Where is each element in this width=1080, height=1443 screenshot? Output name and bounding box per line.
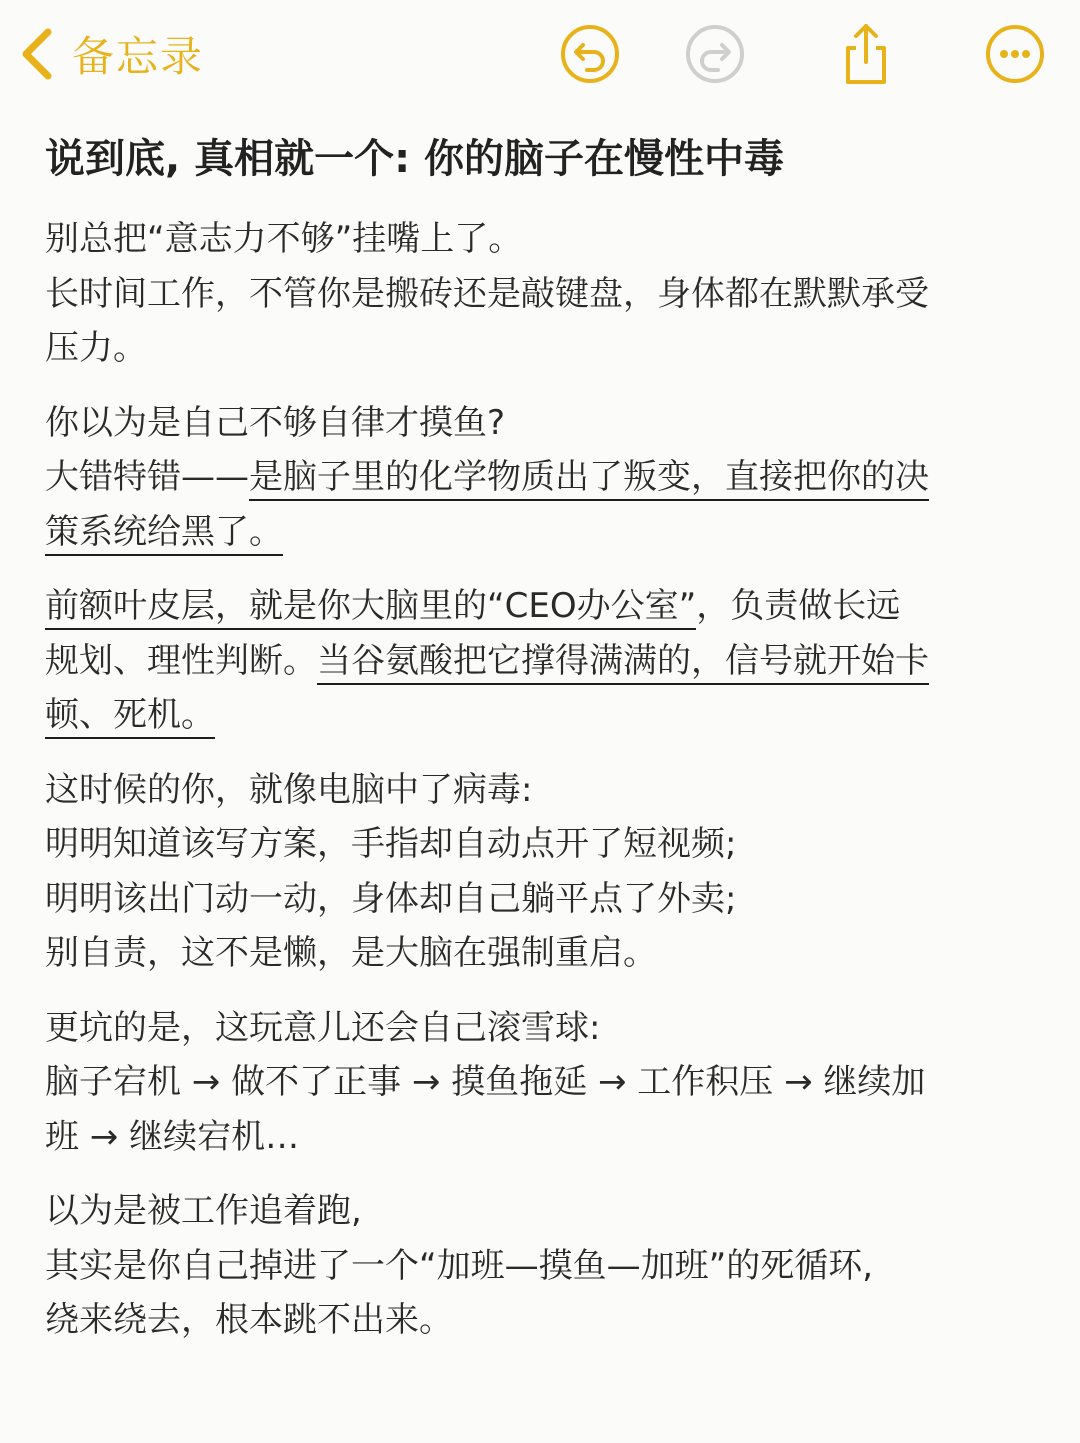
more-icon[interactable] xyxy=(983,22,1047,86)
underlined-text: 是脑子里的化学物质出了叛变，直接把你的决 xyxy=(249,457,929,501)
undo-icon[interactable] xyxy=(558,22,622,86)
underlined-text: 当谷氨酸把它撑得满满的，信号就开始卡 xyxy=(317,641,929,685)
text-line: 你以为是自己不够自律才摸鱼? xyxy=(45,402,506,443)
text-line: 其实是你自己掉进了一个“加班—摸鱼—加班”的死循环, xyxy=(45,1245,874,1286)
chevron-left-icon xyxy=(18,26,58,82)
paragraph-5 xyxy=(45,1001,1030,1165)
text-line: 别总把“意志力不够”挂嘴上了。 xyxy=(45,219,523,259)
text-line xyxy=(45,634,1030,689)
paragraph-3 xyxy=(45,579,1030,743)
text-line: 长时间工作，不管你是搬砖还是敲键盘，身体都在默默承受 xyxy=(45,273,929,314)
paragraph-2 xyxy=(45,396,1030,560)
text-line xyxy=(45,579,1030,634)
text-line: 脑子宕机 → 做不了正事 → 摸鱼拖延 → 工作积压 → 继续加 xyxy=(45,1062,926,1102)
text-line xyxy=(45,505,1030,560)
text-line: 这时候的你，就像电脑中了病毒: xyxy=(45,769,533,810)
text-line: 更坑的是，这玩意儿还会自己滚雪球: xyxy=(45,1007,601,1048)
note-body[interactable] xyxy=(45,128,1030,1368)
text-line xyxy=(45,450,1030,505)
text-segment: 大错特错—— xyxy=(45,457,249,497)
text-segment: ，负责做长远 xyxy=(696,586,901,626)
text-line: 以为是被工作追着跑, xyxy=(45,1191,362,1231)
paragraph-4 xyxy=(45,763,1030,981)
text-line: 班 → 继续宕机… xyxy=(45,1116,300,1157)
text-line: 别自责，这不是懒，是大脑在强制重启。 xyxy=(45,933,657,973)
back-button[interactable] xyxy=(18,24,204,84)
text-line: 压力。 xyxy=(45,328,147,368)
text-line xyxy=(45,688,1030,743)
navigation-bar xyxy=(0,0,1080,110)
underlined-text: 策系统给黑了。 xyxy=(45,512,283,556)
note-title: 说到底, 真相就一个: 你的脑子在慢性中毒 xyxy=(45,136,785,182)
paragraph-1 xyxy=(45,212,1030,376)
text-segment: 规划、理性判断。 xyxy=(45,640,317,681)
text-line: 明明知道该写方案，手指却自动点开了短视频; xyxy=(45,824,737,864)
back-label: 备忘录 xyxy=(72,32,205,81)
underlined-text: 前额叶皮层，就是你大脑里的“CEO办公室” xyxy=(45,586,696,630)
paragraph-6 xyxy=(45,1184,1030,1348)
text-line: 绕来绕去，根本跳不出来。 xyxy=(45,1300,453,1340)
redo-icon[interactable] xyxy=(683,22,747,86)
underlined-text: 顿、死机。 xyxy=(45,695,215,739)
share-icon[interactable] xyxy=(834,22,898,86)
text-line: 明明该出门动一动，身体却自己躺平点了外卖; xyxy=(45,878,737,919)
